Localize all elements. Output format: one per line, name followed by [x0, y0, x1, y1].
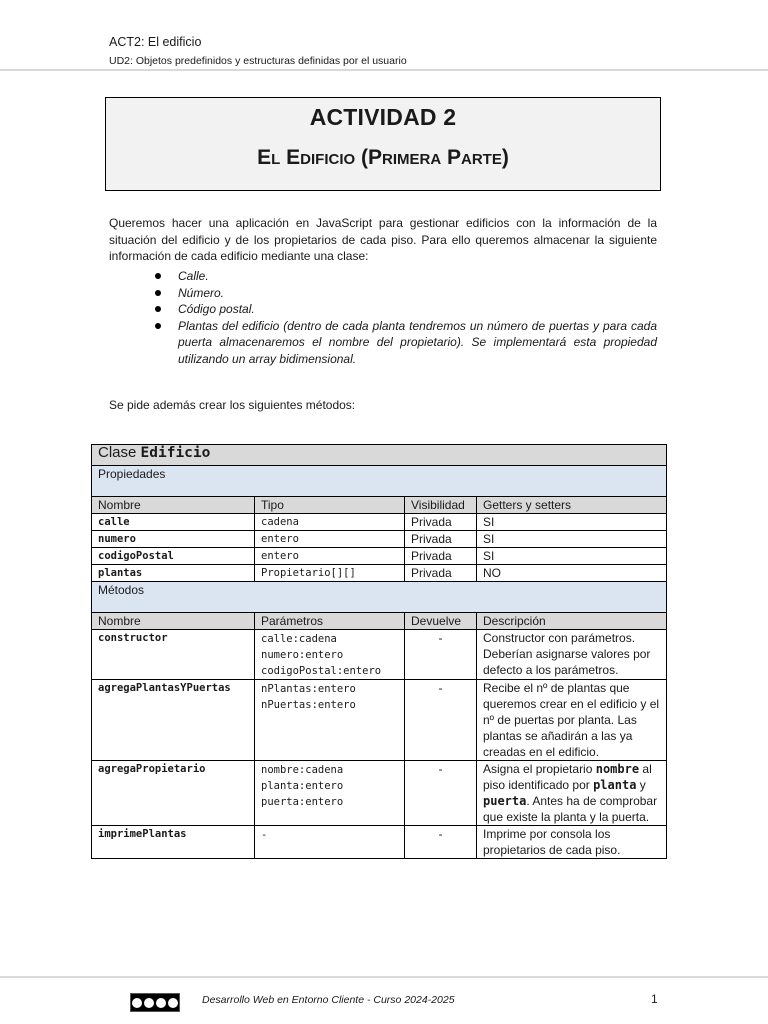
class-name: Edificio: [140, 445, 211, 461]
prop-getset: SI: [477, 548, 667, 565]
prop-type: cadena: [255, 514, 405, 531]
prop-type: entero: [255, 548, 405, 565]
list-item: Plantas del edificio (dentro de cada planta tendremos un número de puertas y para cada puerta almacenaremos el nombre del propietario). Se implementará esta propiedad utilizando un array bidimensional.: [153, 318, 657, 368]
method-params: nombre:cadena planta:entero puerta:entero: [255, 761, 405, 826]
table-row: [92, 514, 667, 531]
methods-label: Métodos: [92, 582, 667, 613]
bullet-list: [153, 268, 657, 367]
column-header: Nombre: [92, 613, 255, 630]
prop-header-row: [92, 497, 667, 514]
method-returns: -: [405, 761, 477, 826]
list-item: Número.: [153, 285, 657, 302]
table-row: [92, 630, 667, 680]
list-item: Código postal.: [153, 301, 657, 318]
prop-name: calle: [92, 514, 255, 531]
column-header: Getters y setters: [477, 497, 667, 514]
prop-type: entero: [255, 531, 405, 548]
prop-name: codigoPostal: [92, 548, 255, 565]
column-header: Nombre: [92, 497, 255, 514]
method-header-row: [92, 613, 667, 630]
column-header: Parámetros: [255, 613, 405, 630]
method-name: constructor: [92, 630, 255, 680]
method-returns: -: [405, 630, 477, 680]
properties-section-row: [92, 466, 667, 497]
document-header: [109, 34, 407, 68]
column-header: Visibilidad: [405, 497, 477, 514]
page-number: 1: [651, 992, 658, 1006]
bullet-icon: [155, 290, 161, 296]
method-params: calle:cadena numero:entero codigoPostal:entero: [255, 630, 405, 680]
prop-visibility: Privada: [405, 548, 477, 565]
table-row: [92, 565, 667, 582]
header-activity: ACT2: El edificio: [109, 35, 202, 49]
list-item: Calle.: [153, 268, 657, 285]
method-description: Imprime por consola los propietarios de cada piso.: [477, 826, 667, 859]
activity-subtitle: El Edificio (Primera Parte): [257, 146, 509, 169]
column-header: Tipo: [255, 497, 405, 514]
creative-commons-icon: [130, 993, 180, 1012]
prop-name: plantas: [92, 565, 255, 582]
method-description: Recibe el nº de plantas que queremos crear en el edificio y el nº de puertas por planta. Las plantas se añadirán a las ya creadas en el edificio.: [477, 680, 667, 761]
table-row: [92, 548, 667, 565]
table-row: [92, 761, 667, 826]
bullet-icon: [155, 273, 161, 279]
method-returns: -: [405, 680, 477, 761]
bullet-icon: [155, 306, 161, 312]
class-title-row: [92, 445, 667, 466]
method-description: Constructor con parámetros. Deberían asignarse valores por defecto a los parámetros.: [477, 630, 667, 680]
prop-getset: SI: [477, 514, 667, 531]
method-name: imprimePlantas: [92, 826, 255, 859]
method-name: agregaPlantasYPuertas: [92, 680, 255, 761]
table-row: [92, 826, 667, 859]
method-returns: -: [405, 826, 477, 859]
activity-title: ACTIVIDAD 2: [309, 104, 457, 130]
methods-intro: Se pide además crear los siguientes métodos:: [109, 398, 356, 412]
prop-name: numero: [92, 531, 255, 548]
methods-section-row: [92, 582, 667, 613]
column-header: Devuelve: [405, 613, 477, 630]
prop-getset: NO: [477, 565, 667, 582]
footer-divider: [0, 976, 768, 978]
method-description: Asigna el propietario nombre al piso identificado por planta y puerta. Antes ha de comprobar que existe la planta y la puerta.: [477, 761, 667, 826]
header-unit: UD2: Objetos predefinidos y estructuras definidas por el usuario: [109, 55, 407, 67]
method-params: -: [255, 826, 405, 859]
prop-visibility: Privada: [405, 514, 477, 531]
title-box: [105, 97, 661, 191]
column-header: Descripción: [477, 613, 667, 630]
header-divider: [0, 69, 768, 71]
footer-course: Desarrollo Web en Entorno Cliente - Curso 2024-2025: [202, 994, 455, 1006]
class-spec-table: [91, 444, 667, 859]
method-params: nPlantas:entero nPuertas:entero: [255, 680, 405, 761]
properties-label: Propiedades: [92, 466, 667, 497]
prop-getset: SI: [477, 531, 667, 548]
bullet-icon: [155, 323, 161, 329]
intro-paragraph: Queremos hacer una aplicación en JavaScript para gestionar edificios con la información de la situación del edificio y de los propietarios de cada piso. Para ello queremos almacenar la siguiente información de cada edificio mediante una clase:: [109, 216, 657, 263]
class-label: Clase: [98, 444, 137, 461]
method-name: agregaPropietario: [92, 761, 255, 826]
prop-type: Propietario[][]: [255, 565, 405, 582]
table-row: [92, 680, 667, 761]
table-row: [92, 531, 667, 548]
prop-visibility: Privada: [405, 565, 477, 582]
prop-visibility: Privada: [405, 531, 477, 548]
